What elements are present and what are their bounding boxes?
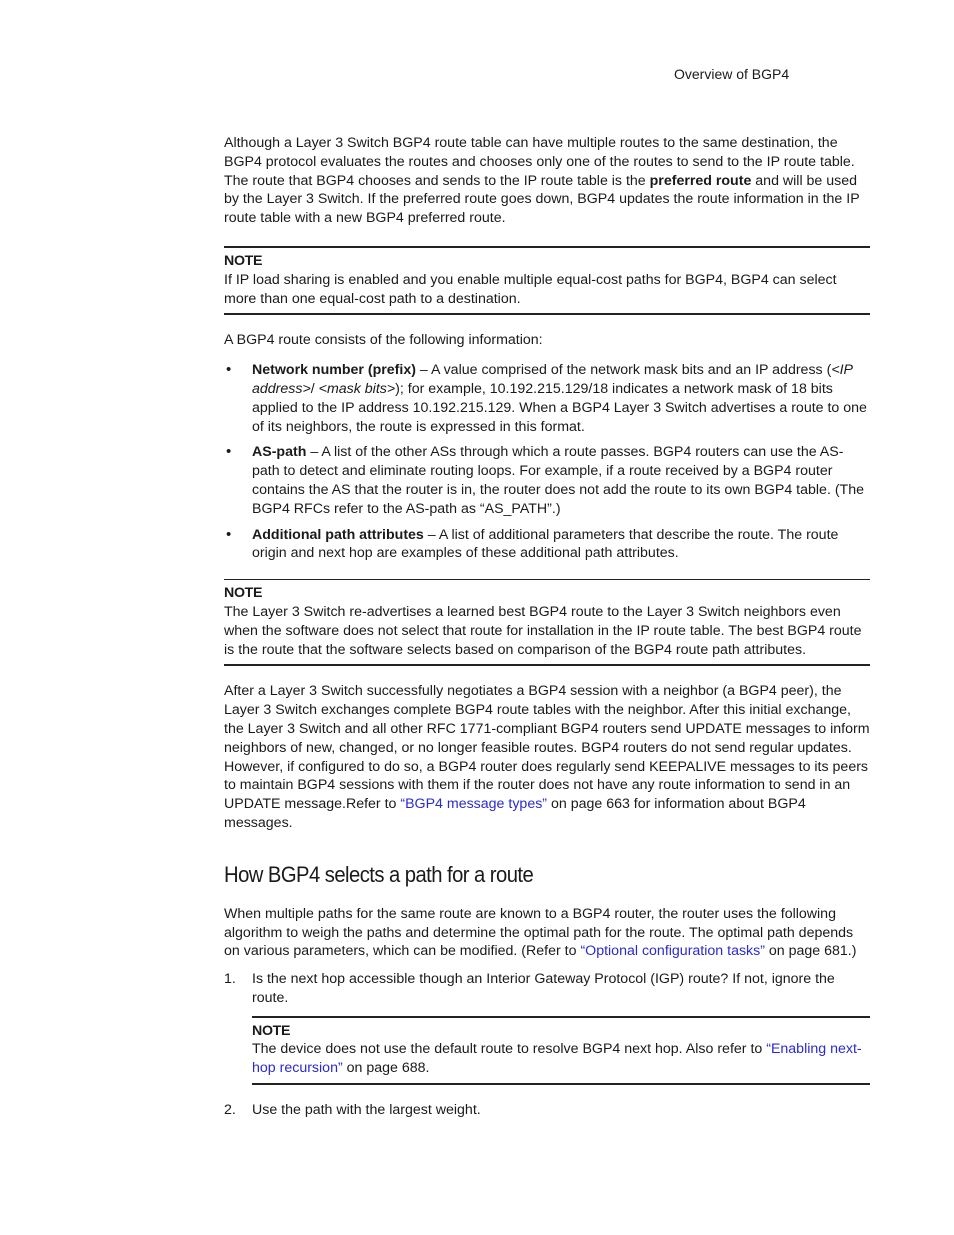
step-number: 2.	[224, 1102, 236, 1119]
route-info-lead: A BGP4 route consists of the following information:	[224, 332, 543, 349]
step-text: Is the next hop accessible though an Interior Gateway Protocol (IGP) route? If not, ignore the route.	[252, 971, 835, 1006]
note-title: NOTE	[224, 585, 263, 602]
list-item-term: Network number (prefix)	[252, 362, 416, 379]
intro-text: Although a Layer 3 Switch BGP4 route table can have multiple routes to the same destination, the BGP4 protocol evaluates the routes and chooses only one of the routes to send to the IP route table. The route that BGP4 chooses and sends to the IP route table is the	[224, 135, 855, 189]
note-box	[224, 246, 870, 315]
note-box	[252, 1016, 870, 1085]
intro-text-continued: and will be used by the Layer 3 Switch. If the preferred route goes down, BGP4 updates the route information in the IP route table with a new BGP4 preferred route.	[224, 172, 860, 227]
note-text: If IP load sharing is enabled and you enable multiple equal-cost paths for BGP4, BGP4 can select more than one equal-cost path to a destination.	[224, 271, 837, 307]
note-text-part: The device does not use the default route to resolve BGP4 next hop. Also refer to	[252, 1041, 767, 1058]
bullet-icon: •	[226, 443, 232, 461]
note-text: The Layer 3 Switch re-advertises a learned best BGP4 route to the Layer 3 Switch neighbors even when the software does not select that route for installation in the IP route table. The best BGP4 route is the route that the software selects based on comparison of the BGP4 route path attributes.	[224, 603, 862, 658]
section-heading: How BGP4 selects a path for a route	[224, 861, 534, 887]
step-number: 1.	[224, 971, 236, 988]
running-header: Overview of BGP4	[674, 66, 790, 82]
bgp4-message-types-link[interactable]: “BGP4 message types”	[400, 796, 548, 813]
placeholder-ip-address: <IP address>	[252, 362, 853, 397]
optional-configuration-tasks-link[interactable]: “Optional configuration tasks”	[580, 943, 765, 960]
preferred-route-term: preferred route	[649, 172, 752, 189]
bullet-icon: •	[226, 361, 232, 379]
intro-paragraph	[224, 134, 870, 228]
list-item-text: – A list of additional parameters that describe the route. The route origin and next hop are examples of these additional path attributes.	[252, 526, 839, 562]
list-item	[224, 361, 870, 436]
route-info-list	[224, 361, 870, 563]
note-title: NOTE	[252, 1022, 291, 1039]
enabling-next-hop-recursion-link[interactable]: “Enabling next-hop recursion”	[252, 1041, 862, 1077]
selection-steps	[224, 970, 870, 1008]
list-item-term: Additional path attributes	[252, 526, 424, 543]
session-text: After a Layer 3 Switch successfully negotiates a BGP4 session with a neighbor (a BGP4 peer), the Layer 3 Switch exchanges complete BGP4 route tables with the neighbor. After this initial exchange, the Layer 3 Switch and all other RFC 1771-compliant BGP4 routers send UPDATE messages to inform neighbors of new, changed, or no longer feasible routes. BGP4 routers do not send regular updates. However, if configured to do so, a BGP4 router does regularly send KEEPALIVE messages to its peers to maintain BGP4 sessions with them if the router does not have any route information to send in an UPDATE message.Refer to	[224, 683, 870, 813]
list-item-text: – A value comprised of the network mask bits and an IP address (	[415, 362, 832, 379]
bullet-icon: •	[226, 525, 232, 543]
note-title: NOTE	[224, 252, 263, 269]
section-intro	[224, 905, 870, 961]
list-item-term: AS-path	[252, 444, 307, 461]
step-text: Use the path with the largest weight.	[252, 1102, 481, 1119]
note-box	[224, 579, 870, 666]
session-text-continued: on page 663 for information about BGP4 messages.	[224, 796, 806, 831]
list-item-text: /	[310, 380, 319, 397]
list-item	[224, 526, 870, 564]
list-item-text: ); for example, 10.192.215.129/18 indicates a network mask of 18 bits applied to the IP address 10.192.215.129. When a BGP4 Layer 3 Switch advertises a route to one of its neighbors, the route is expressed in this format.	[252, 380, 867, 435]
step-item	[224, 970, 870, 1008]
selection-steps-continued	[224, 1101, 870, 1120]
note-text	[252, 1040, 870, 1078]
section-intro-text-continued: on page 681.)	[764, 943, 857, 960]
note-text-part: on page 688.	[342, 1060, 430, 1077]
step-item	[224, 1101, 870, 1120]
page-body	[224, 134, 870, 1128]
placeholder-mask-bits: <mask bits>	[318, 380, 396, 397]
session-paragraph	[224, 682, 870, 832]
list-item-text: – A list of the other ASs through which a route passes. BGP4 routers can use the AS-path to detect and eliminate routing loops. For example, if a route received by a BGP4 router contains the AS that the router is in, the router does not add the route to its own BGP4 table. (The BGP4 RFCs refer to the AS-path as “AS_PATH”.)	[252, 444, 865, 517]
list-item	[224, 443, 870, 518]
section-intro-text: When multiple paths for the same route are known to a BGP4 router, the router uses the following algorithm to weigh the paths and determine the optimal path for the route. The optimal path depends on various parameters, which can be modified. (Refer to	[224, 905, 854, 960]
